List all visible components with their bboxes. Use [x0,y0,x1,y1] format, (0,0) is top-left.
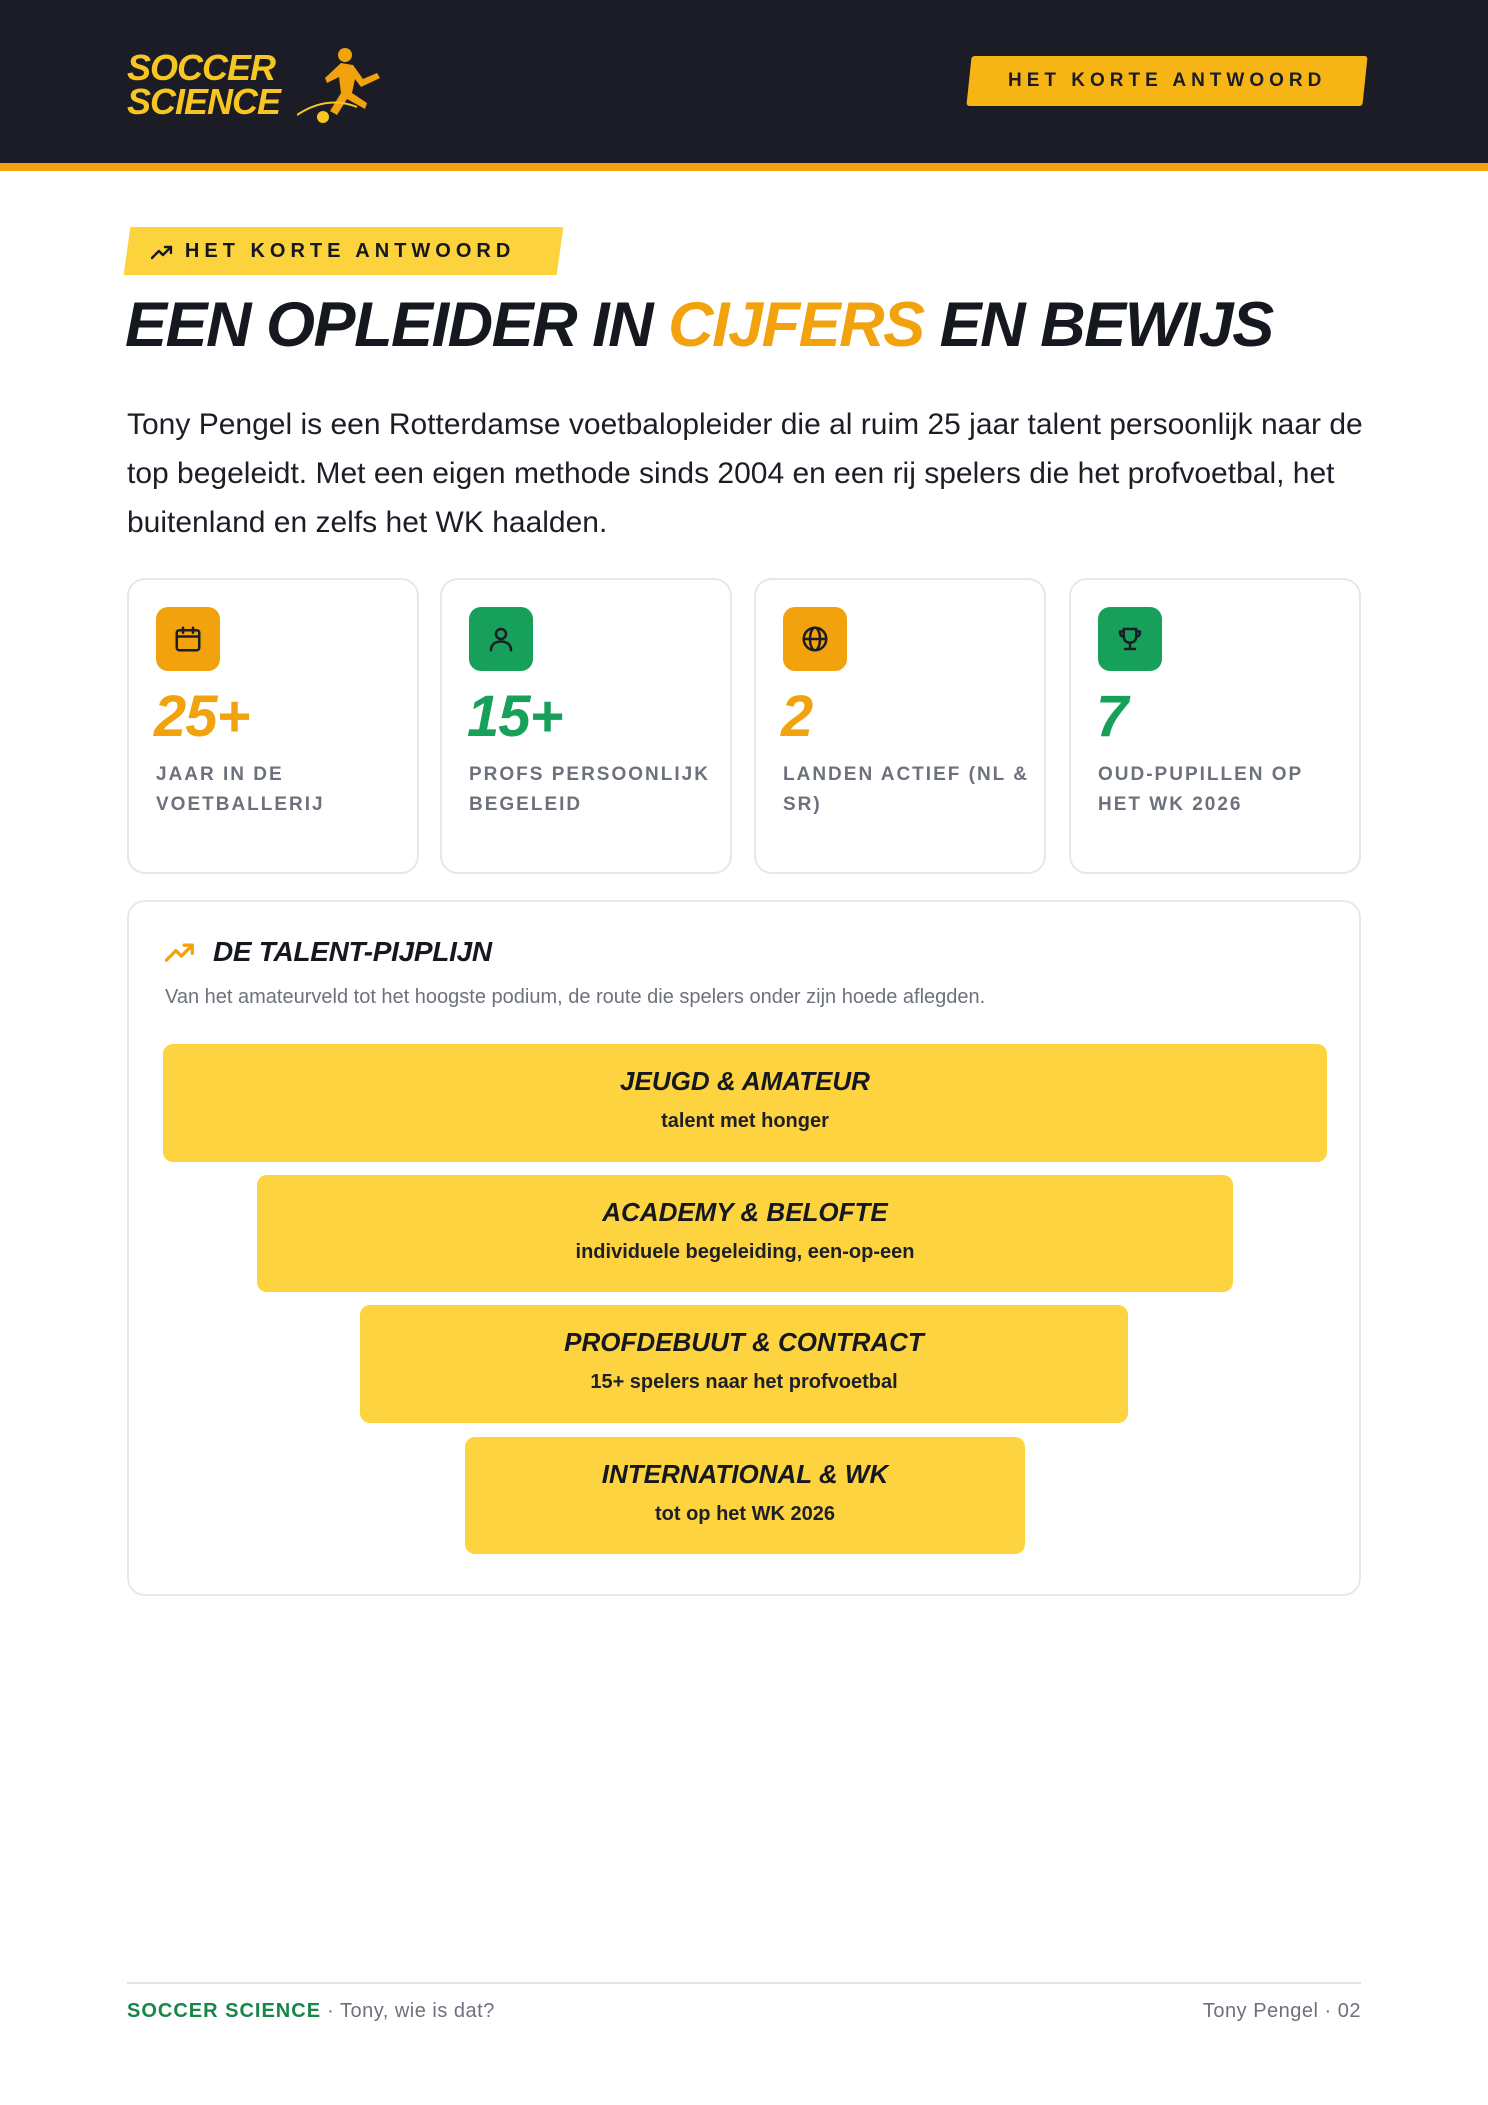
talent-pipeline-panel [127,900,1361,1596]
stat-card-years [127,578,419,874]
stat-label: JAAR IN DE VOETBALLERIJ [156,764,325,815]
pipeline-stage [257,1175,1233,1292]
page-title: EEN OPLEIDER IN CIJFERS EN BEWIJS [125,290,1273,360]
footer-doc-title: · Tony, wie is dat? [321,2000,495,2022]
pipeline-stage [465,1437,1025,1554]
stat-label: LANDEN ACTIEF (NL & SR) [783,764,1029,815]
section-tag [124,227,564,275]
stage-title: JEUGD & AMATEUR [620,1066,870,1096]
stat-card-countries [754,578,1046,874]
user-icon [486,624,516,654]
kicking-player-icon [297,45,387,127]
logo-wordmark: SOCCER SCIENCE [127,47,281,122]
footer-brand: SOCCER SCIENCE [127,2000,322,2022]
stage-title: ACADEMY & BELOFTE [602,1197,888,1227]
trending-up-icon [165,941,195,963]
header-badge: HET KORTE ANTWOORD [966,56,1367,106]
stat-value: 7 [1096,684,1128,749]
stage-title: PROFDEBUUT & CONTRACT [564,1327,924,1357]
stage-subtitle: individuele begeleiding, een-op-een [575,1241,915,1263]
footer-divider [127,1982,1361,1984]
globe-icon [800,624,830,654]
pipeline-stage [163,1044,1327,1162]
pipeline-title: DE TALENT-PIJPLIJN [213,936,492,967]
stat-card-worldcup [1069,578,1361,874]
stats-row [127,578,1361,874]
pipeline-stage [360,1305,1128,1423]
pipeline-subtitle: Van het amateurveld tot het hoogste podium, de route die spelers onder zijn hoede aflegden. [165,986,986,1008]
stat-card-profs [440,578,732,874]
stat-value: 2 [781,684,813,749]
stat-label: OUD-PUPILLEN OP HET WK 2026 [1098,764,1303,815]
stage-title: INTERNATIONAL & WK [601,1459,889,1489]
stat-value: 25+ [154,684,250,749]
soccer-science-logo [127,45,387,127]
stage-subtitle: tot op het WK 2026 [654,1503,835,1525]
section-tag-label: HET KORTE ANTWOORD [185,239,516,262]
footer-left [127,2000,495,2023]
trophy-icon [1115,624,1145,654]
footer-page-number: Tony Pengel · 02 [1202,2000,1361,2022]
title-accent: CIJFERS [668,290,924,360]
calendar-icon [173,624,203,654]
stage-subtitle: talent met honger [661,1110,829,1132]
page-header [0,0,1488,163]
header-stripe [0,163,1488,171]
trending-up-icon [151,243,173,259]
intro-paragraph: Tony Pengel is een Rotterdamse voetbalopleider die al ruim 25 jaar talent persoonlijk naar de top begeleidt. Met een eigen methode sinds 2004 en een rij spelers die het profvoetbal, het buitenland en zelfs het WK haalden. [127,408,1363,539]
stat-label: PROFS PERSOONLIJK BEGELEID [469,764,710,815]
stage-subtitle: 15+ spelers naar het profvoetbal [590,1371,898,1393]
stat-value: 15+ [467,684,563,749]
